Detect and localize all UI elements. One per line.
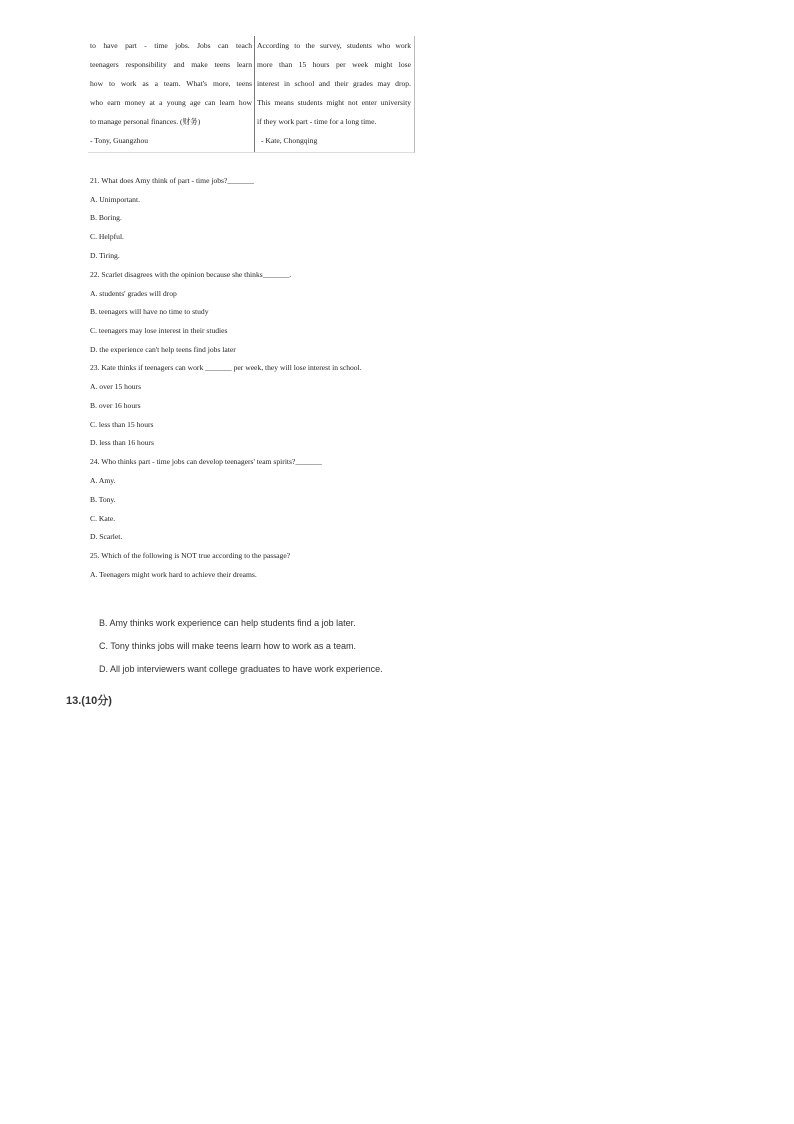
table-column-kate [255,36,413,152]
table-line: to manage personal finances. (财务) [90,117,201,126]
answer-option: B. Amy thinks work experience can help students find a job later. [99,618,356,628]
answer-option: A. Teenagers might work hard to achieve their dreams. [90,570,257,579]
answer-option: C. Tony thinks jobs will make teens learn how to work as a team. [99,641,356,651]
answer-option: B. Tony. [90,495,116,504]
table-line: more than 15 hours per week might lose [257,60,411,69]
answer-option: C. Helpful. [90,232,124,241]
answer-option: C. teenagers may lose interest in their studies [90,326,228,335]
question-stem: 21. What does Amy think of part - time jobs?_______ [90,176,254,185]
table-line: if they work part - time for a long time. [257,117,377,126]
table-line: who earn money at a young age can learn how [90,98,252,107]
table-author: - Tony, Guangzhou [90,136,149,145]
answer-option: C. Kate. [90,514,116,523]
answer-option: A. Unimportant. [90,195,140,204]
table-line: to have part - time jobs. Jobs can teach [90,41,252,50]
answer-option: C. less than 15 hours [90,420,154,429]
question-stem: 24. Who thinks part - time jobs can develop teenagers' team spirits?_______ [90,457,322,466]
answer-option: A. Amy. [90,476,116,485]
table-line: how to work as a team. What's more, teens [90,79,252,88]
table-line: interest in school and their grades may drop. [257,79,411,88]
answer-option: D. Scarlet. [90,532,123,541]
answer-option: B. over 16 hours [90,401,141,410]
table-column-tony [88,36,255,152]
table-line: According to the survey, students who work [257,41,411,50]
opinion-table [88,36,415,153]
question-stem: 25. Which of the following is NOT true according to the passage? [90,551,291,560]
table-author: - Kate, Chongqing [261,136,318,145]
table-line: teenagers responsibility and make teens learn [90,60,252,69]
answer-option: B. teenagers will have no time to study [90,307,209,316]
answer-option: A. students' grades will drop [90,289,177,298]
answer-option: D. All job interviewers want college graduates to have work experience. [99,664,383,674]
table-line: This means students might not enter university [257,98,411,107]
answer-option: D. Tiring. [90,251,120,260]
question-stem: 22. Scarlet disagrees with the opinion because she thinks_______. [90,270,292,279]
next-question-number: 13.(10分) [66,695,112,707]
answer-option: B. Boring. [90,213,122,222]
answer-option: D. less than 16 hours [90,438,154,447]
answer-option: D. the experience can't help teens find jobs later [90,345,236,354]
question-stem: 23. Kate thinks if teenagers can work _______ per week, they will lose interest in school. [90,363,362,372]
answer-option: A. over 15 hours [90,382,142,391]
